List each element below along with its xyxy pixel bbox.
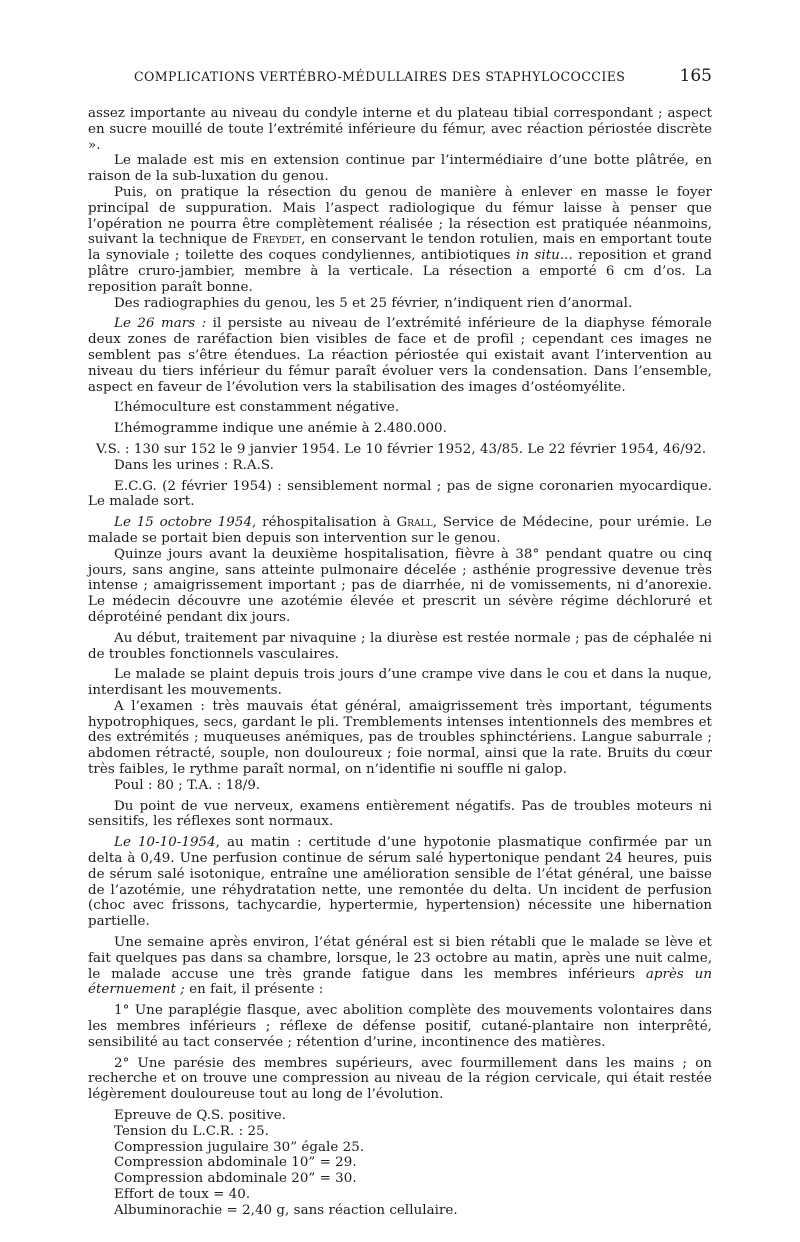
paragraph: Du point de vue nerveux, examens entièrement négatifs. Pas de troubles moteurs ni sensitifs, les réflexes sont normaux. [88, 798, 712, 830]
date-label: Le 26 mars : [114, 316, 207, 332]
text-run: il persiste au niveau de l’extrémité inférieure de la diaphyse fémorale deux zones de raréfaction bien visibles de face et de profil ; cependant ces images ne semblent pas s’être étendues. La réaction périostée qui existait avant l’intervention au niveau du tiers inférieur du fémur paraît évoluer vers la condensation. Dans l’ensemble, aspect en faveur de l’évolution vers la stabilisation des images d’ostéomyélite. [88, 316, 712, 395]
running-title: COMPLICATIONS VERTÉBRO-MÉDULLAIRES DES STAPHYLOCOCCIES [134, 69, 626, 84]
italic-phrase: après un éternuement ; [88, 966, 712, 998]
paragraph [88, 185, 712, 296]
author-name: Freydet [252, 232, 302, 248]
text-run: , au matin : certitude d’une hypotonie plasmatique confirmée par un delta à 0,49. Une perfusion continue de sérum salé hypertonique pendant 24 heures, puis de sérum salé isotonique, entraîne une amélioration sensible de l’état général, une baisse de l’azotémie, une réhydratation nette, une remontée du delta. Un incident de perfusion (choc avec frissons, tachycardie, hypertermie, hypertension) nécessite une hibernation partielle. [88, 835, 712, 930]
paragraph [88, 935, 712, 998]
paragraph: Dans les urines : R.A.S. [114, 457, 274, 473]
text-run: ... reposition et grand plâtre cruro-jambier, membre à la verticale. La résection a emporté 6 cm d’os. La reposition paraît bonne. [88, 248, 712, 295]
paragraph [88, 835, 712, 930]
lab-line: Compression abdominale 20” = 30. [114, 1171, 357, 1187]
page [88, 66, 712, 1219]
text-run: , Service de Médecine, pour urémie. Le malade se portait bien depuis son intervention sur le genou. [88, 515, 712, 546]
article-body [88, 106, 712, 1219]
paragraph: A l’examen : très mauvais état général, amaigrissement très important, téguments hypotrophiques, secs, gardant le pli. Tremblements intenses intentionnels des membres et des extrémités ; muqueuses anémiques, pas de troubles sphinctériens. Langue saburrale ; abdomen rétracté, souple, non douloureux ; foie normal, ainsi que la rate. Bruits du cœur très faibles, le rythme paraît normal, on n’identifie ni souffle ni galop. [88, 698, 712, 778]
running-head [88, 66, 712, 106]
date-label: Le 10-10-1954 [114, 835, 216, 851]
paragraph: Au début, traitement par nivaquine ; la diurèse est restée normale ; pas de céphalée ni de troubles fonctionnels vasculaires. [88, 630, 712, 662]
paragraph: E.C.G. (2 février 1954) : sensiblement normal ; pas de signe coronarien myocardique. Le malade sort. [88, 478, 712, 510]
paragraph [88, 316, 712, 395]
text-run: , réhospitalisation à [252, 515, 397, 531]
paragraph: V.S. : 130 sur 152 le 9 janvier 1954. Le 10 février 1952, 43/85. Le 22 février 1954, 46/92. [96, 441, 707, 457]
lab-line: Compression abdominale 10” = 29. [114, 1155, 357, 1171]
text-run: en fait, il présente : [184, 982, 324, 998]
author-name: Grall [396, 515, 433, 531]
lab-line: Compression jugulaire 30” égale 25. [114, 1139, 365, 1155]
paragraph: Quinze jours avant la deuxième hospitalisation, fièvre à 38° pendant quatre ou cinq jours, sans angine, sans atteinte pulmonaire décelée ; asthénie progressive devenue très intense ; amaigrissement important ; pas de diarrhée, ni de vomissements, ni d’anorexie. Le médecin découvre une azotémie élevée et prescrit un sévère régime déchloruré et déprotéiné pendant dix jours. [88, 546, 712, 625]
paragraph: L’hémoculture est constamment négative. [114, 400, 400, 416]
text-run: , en conservant le tendon rotulien, mais en emportant toute la synoviale ; toilette des coques condyliennes, antibiotiques [88, 232, 712, 264]
paragraph: Le malade se plaint depuis trois jours d’une crampe vive dans le cou et dans la nuque, interdisant les mouvements. [88, 667, 712, 699]
italic-term: in situ [516, 248, 560, 264]
paragraph [88, 515, 712, 547]
lab-line: Epreuve de Q.S. positive. [114, 1108, 287, 1124]
page-number: 165 [679, 66, 712, 86]
paragraph: Le malade est mis en extension continue par l’intermédiaire d’une botte plâtrée, en raison de la sub-luxation du genou. [88, 153, 712, 185]
paragraph: 2° Une parésie des membres supérieurs, avec fourmillement dans les mains ; on recherche et on trouve une compression au niveau de la région cervicale, qui était restée légèrement douloureuse tout au long de l’évolution. [88, 1055, 712, 1103]
paragraph: 1° Une paraplégie flasque, avec abolition complète des mouvements volontaires dans les membres inférieurs ; réflexe de défense positif, cutané-plantaire non interprêté, sensibilité au tact conservée ; rétention d’urine, incontinence des matières. [88, 1003, 712, 1050]
lab-line: Effort de toux = 40. [114, 1187, 251, 1202]
lab-line: Albuminorachie = 2,40 g, sans réaction cellulaire. [114, 1202, 458, 1218]
paragraph: L’hémogramme indique une anémie à 2.480.000. [114, 421, 447, 437]
paragraph: assez importante au niveau du condyle interne et du plateau tibial correspondant ; aspect en sucre mouillé de toute l’extrémité inférieure du fémur, avec réaction périostée discrète ». [88, 106, 712, 153]
paragraph: Poul : 80 ; T.A. : 18/9. [114, 777, 261, 793]
paragraph: Des radiographies du genou, les 5 et 25 février, n’indiquent rien d’anormal. [114, 295, 633, 311]
date-label: Le 15 octobre 1954 [114, 515, 253, 531]
text-run: Puis, on pratique la résection du genou de manière à enlever en masse le foyer principal de suppuration. Mais l’aspect radiologique du fémur laisse à penser que l’opération ne pourra être complètement réalisée ; la résection est pratiquée néanmoins, suivant la technique de [88, 184, 712, 248]
text-run: Une semaine après environ, l’état général est si bien rétabli que le malade se lève et fait quelques pas dans sa chambre, lorsque, le 23 octobre au matin, après une nuit calme, le malade accuse une très grande fatigue dans les membres inférieurs [88, 935, 712, 982]
lab-line: Tension du L.C.R. : 25. [114, 1123, 269, 1139]
